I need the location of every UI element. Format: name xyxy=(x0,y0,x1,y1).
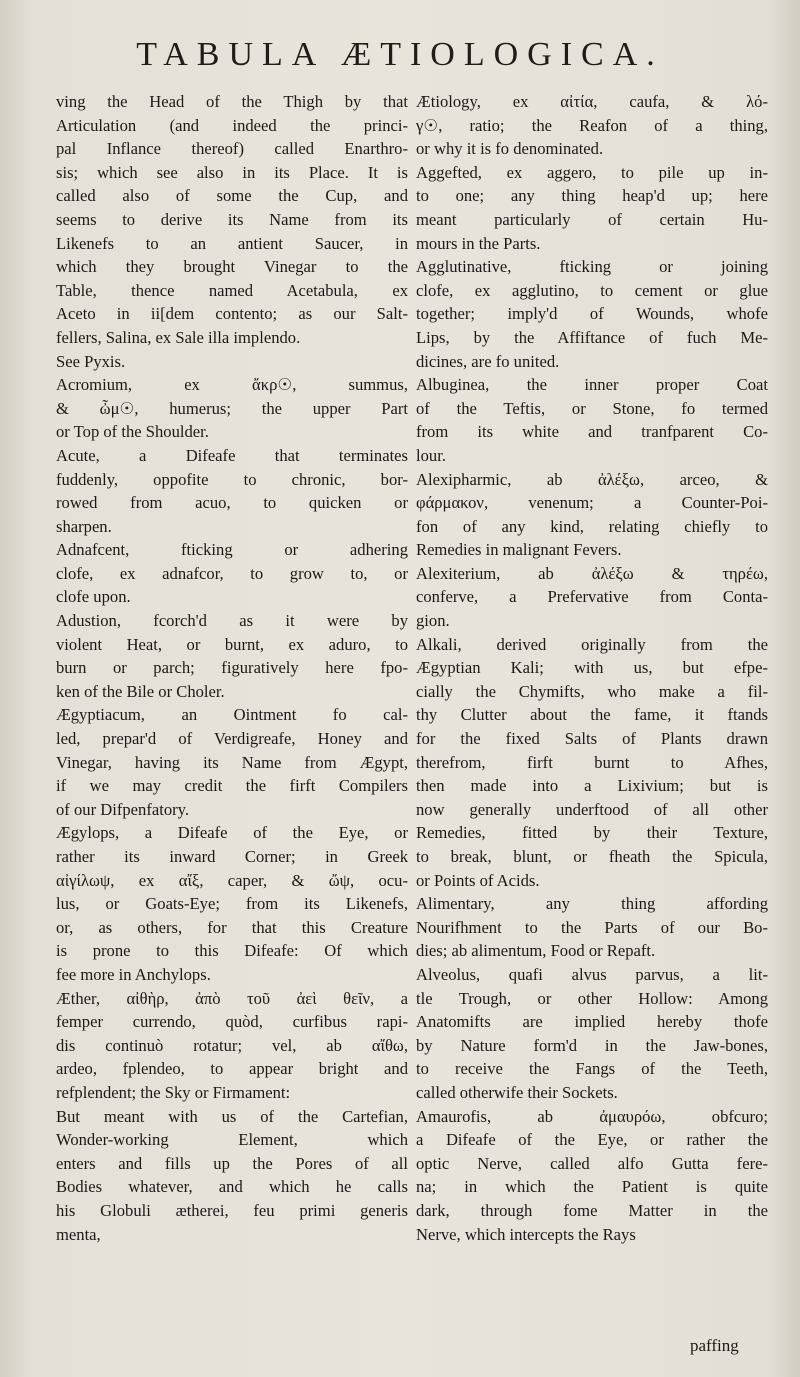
text-line: Nerve, which intercepts the Rays xyxy=(416,1224,636,1244)
text-line: is prone to this Difeafe: Of which xyxy=(56,941,408,961)
text-line: rather its inward Corner; in Greek xyxy=(56,847,408,866)
left-column xyxy=(56,90,408,1246)
text-line: fon of any kind, relating chiefly to xyxy=(416,516,768,536)
text-line: of our Difpenfatory. xyxy=(56,799,190,819)
text-line: γ☉, ratio; the Reafon of a thing, xyxy=(416,115,768,135)
text-line: Acromium, ex ἄκρ☉, summus, xyxy=(56,375,408,395)
text-line: Alkali, derived originally from the xyxy=(416,634,768,654)
text-line: lour. xyxy=(416,445,446,465)
right-column xyxy=(416,90,768,1246)
text-line: from its white and tranfparent Co- xyxy=(416,422,768,442)
text-line: called otherwife their Sockets. xyxy=(416,1082,618,1102)
text-line: Remedies, fitted by their Texture, xyxy=(416,823,768,843)
running-head: TABULA ÆTIOLOGICA. xyxy=(136,36,664,73)
text-line: together; imply'd of Wounds, whofe xyxy=(416,304,768,324)
text-line: gion. xyxy=(416,611,450,631)
text-line: Alimentary, any thing affording xyxy=(416,894,768,914)
text-line: called also of some the Cup, and xyxy=(56,186,408,206)
text-line: led, prepar'd of Verdigreafe, Honey and xyxy=(56,729,408,749)
text-line: Acute, a Difeafe that terminates xyxy=(56,445,408,465)
text-line: Vinegar, having its Name from Ægypt, xyxy=(56,752,408,772)
text-line: which they brought Vinegar to the xyxy=(56,257,408,277)
text-line: fellers, Salina, ex Sale illa implendo. xyxy=(56,327,301,347)
text-line: thy Clutter about the fame, it ftands xyxy=(416,705,768,725)
text-line: to one; any thing heap'd up; here xyxy=(416,186,768,206)
text-line: Ætiology, ex αἰτία, caufa, & λό- xyxy=(416,92,768,111)
text-line: clofe, ex adnafcor, to grow to, or xyxy=(56,563,408,583)
text-line: Aggefted, ex aggero, to pile up in- xyxy=(416,162,768,182)
text-line: Ægyptian Kali; with us, but efpe- xyxy=(416,658,768,678)
text-line: But meant with us of the Cartefian, xyxy=(56,1106,408,1126)
text-line: Remedies in malignant Fevers. xyxy=(416,540,622,560)
text-line: Amaurofis, ab ἀμαυρόω, obfcuro; xyxy=(416,1106,768,1126)
text-line: Ægyptiacum, an Ointment fo cal- xyxy=(56,705,408,725)
text-line: mours in the Parts. xyxy=(416,233,541,253)
text-line: burn or parch; figuratively here fpo- xyxy=(56,658,408,678)
text-line: enters and fills up the Pores of all xyxy=(56,1153,408,1173)
text-line: Likenefs to an antient Saucer, in xyxy=(56,233,408,253)
text-line: Alexiterium, ab ἀλέξω & τηρέω, xyxy=(416,563,768,583)
text-line: Alexipharmic, ab ἀλέξω, arceo, & xyxy=(416,469,768,489)
text-line: αἰγίλωψ, ex αἴξ, caper, & ὤψ, ocu- xyxy=(56,870,408,890)
text-line: Albuginea, the inner proper Coat xyxy=(416,375,768,395)
text-line: Anatomifts are implied hereby thofe xyxy=(416,1012,768,1032)
text-line: then made into a Lixivium; but is xyxy=(416,776,768,796)
text-line: lus, or Goats-Eye; from its Likenefs, xyxy=(56,894,408,914)
text-line: of the Teftis, or Stone, fo termed xyxy=(416,398,768,418)
text-line: Adustion, fcorch'd as it were by xyxy=(56,611,408,631)
text-line: Bodies whatever, and which he calls xyxy=(56,1177,408,1197)
text-line: dis continuò rotatur; vel, ab αἴθω, xyxy=(56,1035,408,1055)
text-line: or Top of the Shoulder. xyxy=(56,422,209,442)
text-line: Alveolus, quafi alvus parvus, a lit- xyxy=(416,964,768,984)
text-line: if we may credit the firft Compilers xyxy=(56,776,408,796)
text-line: to receive the Fangs of the Teeth, xyxy=(416,1059,768,1079)
text-line: Articulation (and indeed the princi- xyxy=(56,115,408,135)
text-line: sis; which see also in its Place. It is xyxy=(56,162,408,182)
text-line: rowed from acuo, to quicken or xyxy=(56,493,408,513)
text-line: φάρμακον, venenum; a Counter-Poi- xyxy=(416,493,768,513)
text-line: or, as others, for that this Creature xyxy=(56,917,408,937)
text-line: ken of the Bile or Choler. xyxy=(56,681,225,701)
text-line: now generally underftood of all other xyxy=(416,799,768,819)
text-line: menta, xyxy=(56,1224,101,1244)
text-line: or why it is fo denominated. xyxy=(416,139,604,159)
text-line: to break, blunt, or fheath the Spicula, xyxy=(416,847,768,866)
text-line: Æther, αἰθὴρ, ἀπὸ τοῦ ἀεὶ θεῖν, a xyxy=(56,988,408,1008)
text-line: & ὦμ☉, humerus; the upper Part xyxy=(56,398,408,418)
text-line: Aceto in ii[dem contento; as our Salt- xyxy=(56,304,408,324)
text-line: for the fixed Salts of Plants drawn xyxy=(416,729,768,749)
text-line: Table, thence named Acetabula, ex xyxy=(56,280,408,300)
text-line: fuddenly, oppofite to chronic, bor- xyxy=(56,469,408,489)
catchword: paffing xyxy=(690,1336,739,1355)
text-line: dies; ab alimentum, Food or Repaft. xyxy=(416,941,656,961)
text-line: violent Heat, or burnt, ex aduro, to xyxy=(56,634,408,654)
text-line: clofe, ex agglutino, to cement or glue xyxy=(416,280,768,300)
text-line: dicines, are fo united. xyxy=(416,351,560,371)
text-line: optic Nerve, called alfo Gutta fere- xyxy=(416,1153,768,1173)
text-line: cially the Chymifts, who make a fil- xyxy=(416,681,768,701)
text-line: dark, through fome Matter in the xyxy=(416,1200,768,1220)
text-line: Ægylops, a Difeafe of the Eye, or xyxy=(56,823,408,843)
text-line: Agglutinative, fticking or joining xyxy=(416,257,768,277)
text-line: or Points of Acids. xyxy=(416,870,540,890)
text-line: fee more in Anchylops. xyxy=(56,964,211,984)
text-line: pal Inflance thereof) called Enarthro- xyxy=(56,139,408,159)
text-line: Adnafcent, fticking or adhering xyxy=(56,540,408,560)
text-line: clofe upon. xyxy=(56,587,131,607)
text-line: femper currendo, quòd, curfibus rapi- xyxy=(56,1012,408,1032)
text-line: ardeo, fplendeo, to appear bright and xyxy=(56,1059,408,1079)
text-line: See Pyxis. xyxy=(56,351,126,371)
text-line: na; in which the Patient is quite xyxy=(416,1177,768,1197)
text-line: conferve, a Prefervative from Conta- xyxy=(416,587,768,607)
text-line: Lips, by the Affiftance of fuch Me- xyxy=(416,327,768,347)
text-line: tle Trough, or other Hollow: Among xyxy=(416,988,768,1008)
text-line: seems to derive its Name from its xyxy=(56,209,408,229)
text-line: Wonder-working Element, which xyxy=(56,1130,408,1150)
text-line: Nourifhment to the Parts of our Bo- xyxy=(416,917,768,937)
text-line: sharpen. xyxy=(56,516,112,536)
text-line: ving the Head of the Thigh by that xyxy=(56,92,408,111)
text-line: a Difeafe of the Eye, or rather the xyxy=(416,1130,768,1150)
text-line: therefrom, firft burnt to Afhes, xyxy=(416,752,768,772)
text-line: his Globuli ætherei, feu primi generis xyxy=(56,1200,408,1220)
text-line: meant particularly of certain Hu- xyxy=(416,209,768,229)
text-line: by Nature form'd in the Jaw-bones, xyxy=(416,1035,768,1055)
text-line: refplendent; the Sky or Firmament: xyxy=(56,1082,291,1102)
